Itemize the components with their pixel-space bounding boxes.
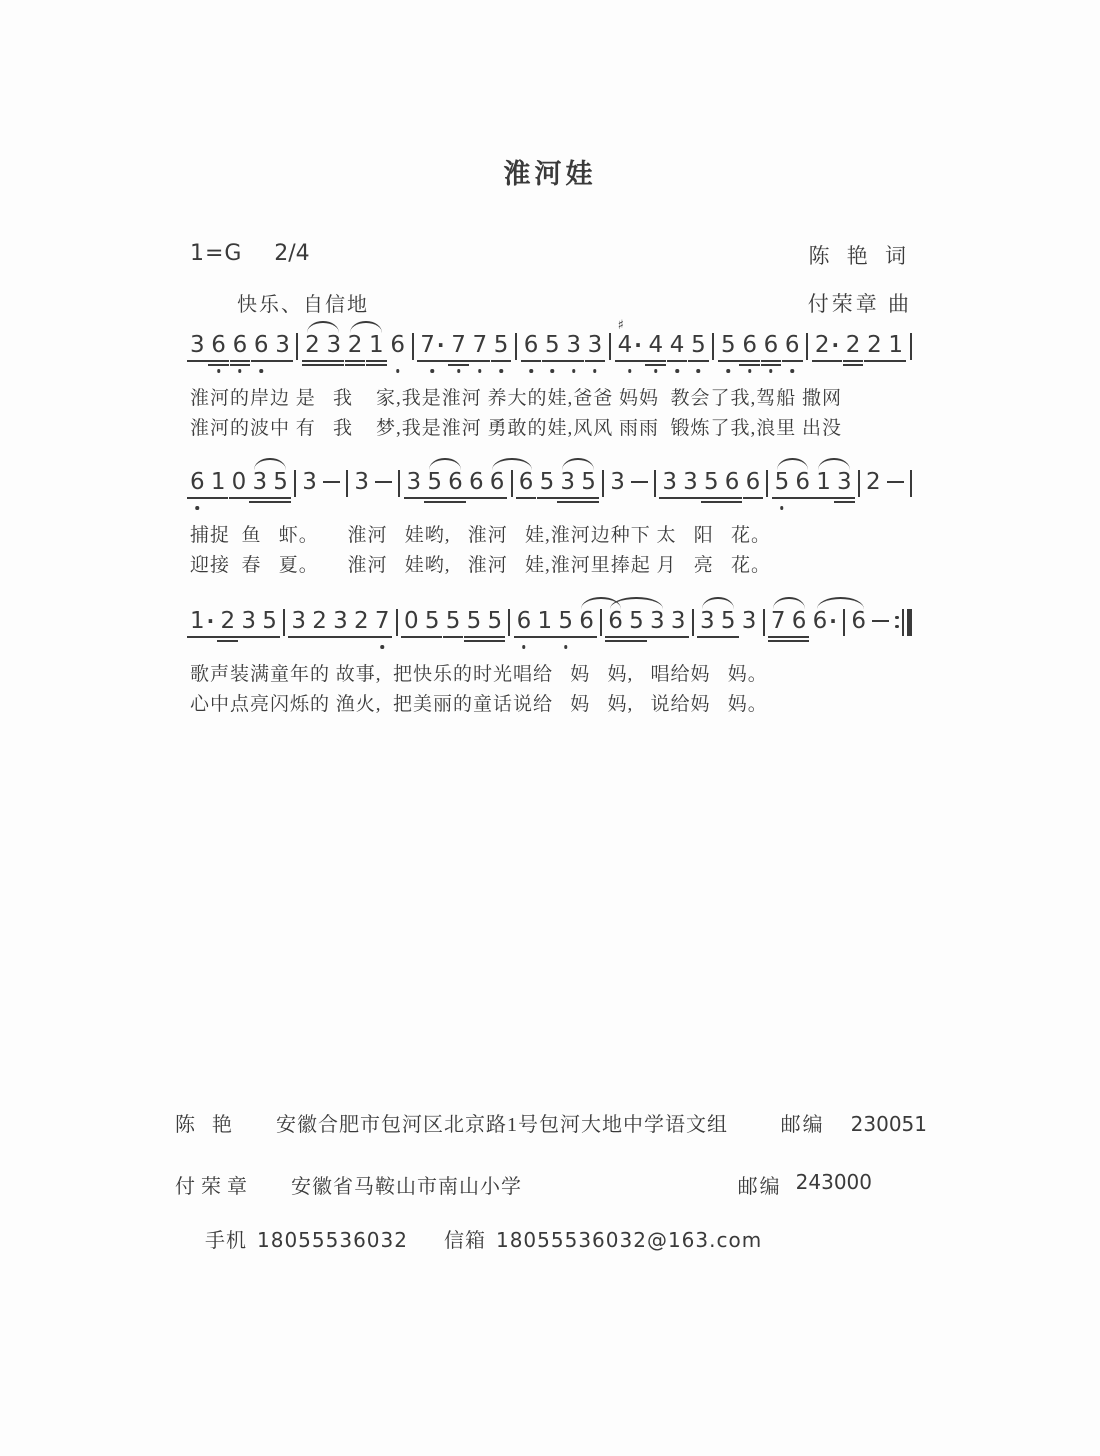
underline-beam (323, 364, 344, 366)
note: 5 (558, 608, 573, 634)
barline (412, 333, 414, 360)
underline-beam (366, 364, 387, 366)
note: 3 (560, 469, 575, 495)
underline-beam (424, 497, 445, 499)
underline-beam (404, 497, 425, 499)
email-address: 18055536032@163.com (495, 1228, 763, 1252)
lyrics-verse-1: 捕捉 鱼 虾。 淮河 娃哟, 淮河 娃,淮河边种下 太 阳 花。 (190, 525, 772, 546)
underline-beam (542, 360, 563, 362)
note: 7 (375, 608, 390, 634)
note: 6 (579, 608, 594, 634)
note: 6 (190, 469, 205, 495)
underline-beam (576, 636, 597, 638)
underline-beam (864, 360, 885, 362)
note: 3 (407, 469, 422, 495)
note: 6 (764, 332, 779, 358)
barline (609, 333, 611, 360)
underline-beam (555, 636, 576, 638)
dot-after: · (829, 609, 837, 633)
slur-arc (702, 597, 734, 609)
underline-beam (557, 497, 578, 499)
barline (910, 470, 912, 497)
note: 5 (545, 332, 560, 358)
underline-beam (217, 636, 238, 638)
note: 1 (816, 469, 831, 495)
note: 4 (648, 332, 663, 358)
note: 6 (746, 469, 761, 495)
low-octave-dot (790, 369, 794, 373)
page-title: 淮河娃 (503, 159, 597, 189)
note: 1 (369, 332, 384, 358)
underline-beam (372, 636, 393, 638)
note: 2 (305, 332, 320, 358)
slur-arc (562, 458, 594, 470)
zip-label: 邮编 (780, 1114, 825, 1136)
underline-beam (667, 360, 688, 362)
zip-code: 230051 (850, 1112, 927, 1136)
lyricist-credit: 陈 艳 词 (808, 244, 912, 268)
duration-dash (631, 469, 648, 495)
footer-contact-2 (175, 1170, 927, 1199)
note: 3 (326, 332, 341, 358)
underline-beam (516, 497, 537, 499)
note: 7 (472, 332, 487, 358)
dot-after: · (831, 333, 840, 357)
underline-beam (251, 360, 272, 362)
dot-after: · (634, 333, 642, 357)
lyrics-verse-2: 淮河的波中 有 我 梦,我是淮河 勇敢的娃,风风 雨雨 锻炼了我,浪里 出没 (190, 418, 843, 439)
underline-beam (249, 501, 270, 503)
underline-beam (659, 497, 680, 499)
underline-beam (330, 636, 351, 638)
underline-beam (722, 501, 743, 503)
underline-beam (701, 501, 722, 503)
underline-beam (645, 364, 666, 366)
dot-after: · (206, 609, 215, 633)
underline-beam (739, 360, 760, 362)
slur-arc (610, 597, 663, 609)
notation-row (190, 608, 912, 656)
barline (296, 333, 298, 360)
underline-beam (187, 360, 208, 362)
slur-arc (307, 321, 339, 333)
note: 5 (446, 608, 461, 634)
underline-beam (605, 640, 626, 642)
duration-dash (887, 469, 904, 495)
underline-beam (208, 360, 229, 362)
zip-code: 243000 (795, 1170, 872, 1194)
note: 6 (742, 332, 757, 358)
underline-beam (288, 636, 309, 638)
dot-after: · (436, 333, 445, 357)
note: 2 (867, 332, 882, 358)
underline-beam (521, 360, 542, 362)
note: 5 (691, 332, 706, 358)
note: 1 (888, 332, 903, 358)
barline (654, 470, 656, 497)
underline-beam (843, 364, 864, 366)
slur-arc (492, 458, 532, 470)
notation-row (190, 469, 912, 517)
underline-beam (464, 636, 485, 638)
low-octave-dot (457, 369, 461, 373)
underline-beam (557, 501, 578, 503)
note: 1 · (190, 608, 214, 634)
note: 6 (517, 608, 532, 634)
low-octave-dot (522, 645, 526, 649)
underline-beam (688, 360, 709, 362)
duration-dash (375, 469, 392, 495)
note: 6 (608, 608, 623, 634)
barline (294, 470, 296, 497)
note: 6 · (812, 608, 837, 634)
underline-beam (487, 497, 508, 499)
low-octave-dot (380, 645, 384, 649)
underline-beam (272, 360, 293, 362)
low-octave-dot (748, 369, 752, 373)
author-name: 付荣章 (175, 1176, 253, 1198)
low-octave-dot (431, 369, 435, 373)
underline-beam (647, 636, 668, 638)
slur-arc (777, 458, 808, 470)
low-octave-dot (499, 369, 503, 373)
underline-beam (302, 360, 323, 362)
underline-beam (626, 640, 647, 642)
note: 6 (519, 469, 534, 495)
note: ♯ 4 · (618, 332, 642, 358)
low-octave-dot (675, 369, 679, 373)
underline-beam (448, 360, 469, 362)
underline-beam (229, 497, 250, 499)
note: 6 (490, 469, 505, 495)
barline (692, 609, 694, 636)
underline-beam (270, 501, 291, 503)
underline-beam (680, 497, 701, 499)
underline-beam (718, 360, 739, 362)
note: 4 (670, 332, 685, 358)
underline-beam (537, 497, 558, 499)
low-octave-dot (396, 369, 400, 373)
note: 5 (704, 469, 719, 495)
underline-beam (743, 497, 764, 499)
note: 3 (741, 608, 757, 634)
note: 3 (190, 332, 205, 358)
underline-beam (466, 497, 487, 499)
note: 2 (354, 608, 369, 634)
note: 7 · (420, 332, 444, 358)
note: 3 (837, 469, 852, 495)
underline-beam (270, 497, 291, 499)
note: 2 · (815, 332, 839, 358)
music-system-2 (190, 455, 912, 581)
note: 6 (725, 469, 740, 495)
underline-beam (208, 364, 229, 366)
barline (508, 609, 510, 636)
low-octave-dot (478, 369, 482, 373)
note: 5 (629, 608, 644, 634)
note: 5 (581, 469, 596, 495)
note: 3 (683, 469, 698, 495)
underline-beam (792, 497, 813, 499)
note: 5 (262, 608, 277, 634)
underline-beam (782, 360, 803, 362)
underline-beam (351, 636, 372, 638)
low-octave-dot (654, 369, 658, 373)
underline-beam (238, 636, 259, 638)
barline (712, 333, 714, 360)
slur-arc (817, 597, 864, 609)
low-octave-dot (238, 369, 242, 373)
note: 3 (700, 608, 715, 634)
note: 7 (451, 332, 466, 358)
underline-beam (645, 360, 666, 362)
slur-arc (429, 458, 461, 470)
underline-beam (697, 636, 718, 638)
underline-beam (445, 501, 466, 503)
underline-beam (469, 360, 490, 362)
key-signature: 1=G (190, 241, 243, 266)
underline-beam (834, 497, 855, 499)
slur-arc (773, 597, 805, 609)
underline-beam (491, 360, 512, 362)
note: 3 (588, 332, 603, 358)
underline-beam (768, 640, 789, 642)
barline (600, 609, 602, 636)
note: 6 (524, 332, 539, 358)
underline-beam (585, 360, 606, 362)
slur-arc (350, 321, 382, 333)
note: 1 (211, 469, 226, 495)
underline-beam (187, 497, 208, 499)
note: 3 (275, 332, 290, 358)
notation-row (190, 318, 912, 380)
note: 5 (540, 469, 555, 495)
underline-beam (302, 364, 323, 366)
barline (396, 609, 398, 636)
underline-beam (217, 640, 238, 642)
underline-beam (249, 497, 270, 499)
note: 1 (537, 608, 552, 634)
underline-beam (259, 636, 280, 638)
note: 2 (312, 608, 327, 634)
underline-beam (230, 364, 251, 366)
underline-beam (514, 636, 535, 638)
phone-number: 18055536032 (257, 1228, 408, 1252)
note: 5 (427, 469, 442, 495)
header-row-1 (190, 240, 912, 270)
low-octave-dot (769, 369, 773, 373)
final-repeat-barline (895, 609, 912, 636)
underline-beam (761, 360, 782, 362)
underline-beam (484, 640, 505, 642)
underline-beam (722, 497, 743, 499)
note: 5 (487, 608, 502, 634)
low-octave-dot (572, 369, 576, 373)
low-octave-dot (564, 645, 568, 649)
note: 3 (566, 332, 581, 358)
underline-beam (417, 360, 447, 362)
note: 6 (211, 332, 226, 358)
barline (766, 470, 768, 497)
barline (398, 470, 400, 497)
lyrics-verse-1: 歌声装满童年的 故事, 把快乐的时光唱给 妈 妈, 唱给妈 妈。 (190, 664, 768, 685)
underline-beam (701, 497, 722, 499)
underline-beam (443, 636, 464, 638)
underline-beam (309, 636, 330, 638)
underline-beam (768, 636, 789, 638)
zip-label: 邮编 (737, 1176, 782, 1198)
low-octave-dot (727, 369, 731, 373)
barline (806, 333, 808, 360)
underline-beam (464, 640, 485, 642)
duration-dash (872, 608, 889, 634)
note: 5 (775, 469, 790, 495)
tempo-marking: 快乐、自信地 (237, 294, 369, 316)
barline (843, 609, 845, 636)
lyrics-verse-2: 心中点亮闪烁的 渔火, 把美丽的童话说给 妈 妈, 说给妈 妈。 (190, 694, 768, 715)
note: 6 (390, 332, 405, 358)
barline (763, 609, 765, 636)
note: 5 (721, 608, 736, 634)
note: 2 (846, 332, 861, 358)
underline-beam (578, 497, 599, 499)
author-address: 安徽省马鞍山市南山小学 (291, 1176, 522, 1198)
underline-beam (813, 497, 834, 499)
barline (515, 333, 517, 360)
music-system-1 (190, 318, 912, 444)
note: 5 (494, 332, 509, 358)
note: 7 (771, 608, 786, 634)
note: 3 (662, 469, 677, 495)
note: 5 (425, 608, 440, 634)
barline (602, 470, 604, 497)
barline (511, 470, 513, 497)
low-octave-dot (551, 369, 555, 373)
phone-label: 手机 (205, 1230, 247, 1252)
underline-beam (772, 497, 793, 499)
note: 3 (354, 469, 370, 495)
note: 3 (333, 608, 348, 634)
underline-beam (761, 364, 782, 366)
low-octave-dot (217, 369, 221, 373)
note: 2 (220, 608, 235, 634)
underline-beam (422, 636, 443, 638)
underline-beam (345, 360, 366, 362)
note: 5 (467, 608, 482, 634)
underline-beam (843, 360, 864, 362)
underline-beam (323, 360, 344, 362)
underline-beam (345, 364, 366, 366)
underline-beam (445, 497, 466, 499)
slur-arc (254, 458, 286, 470)
note: 3 (610, 469, 625, 495)
underline-beam (424, 501, 445, 503)
low-octave-dot (697, 369, 701, 373)
rest-note: 0 (232, 469, 247, 495)
note: 6 (792, 608, 807, 634)
email-label: 信箱 (443, 1230, 486, 1252)
underline-beam (834, 501, 855, 503)
note: 3 (252, 469, 267, 495)
underline-beam (534, 636, 555, 638)
underline-beam (230, 360, 251, 362)
underline-beam (563, 360, 584, 362)
footer-contact-3 (205, 1224, 957, 1253)
note: 6 (785, 332, 800, 358)
note: 3 (241, 608, 256, 634)
header-row-2 (190, 288, 912, 318)
underline-beam (208, 497, 229, 499)
key-and-meter (190, 240, 310, 270)
underline-beam (187, 636, 217, 638)
underline-beam (789, 636, 810, 638)
note: 2 (348, 332, 363, 358)
note: 6 (254, 332, 269, 358)
slur-arc (818, 458, 850, 470)
underline-beam (605, 636, 626, 638)
note: 5 (273, 469, 288, 495)
underline-beam (668, 636, 689, 638)
underline-beam (739, 364, 760, 366)
composer-credit: 付荣章 曲 (807, 292, 912, 316)
barline (858, 470, 860, 497)
underline-beam (789, 640, 810, 642)
lyrics-verse-2: 迎接 春 夏。 淮河 娃哟, 淮河 娃,淮河里捧起 月 亮 花。 (190, 555, 772, 576)
barline (283, 609, 285, 636)
lyrics-verse-1: 淮河的岸边 是 我 家,我是淮河 养大的娃,爸爸 妈妈 教会了我,驾船 撒网 (190, 388, 843, 409)
author-address: 安徽合肥市包河区北京路1号包河大地中学语文组 (276, 1114, 728, 1136)
barline (910, 333, 912, 360)
underline-beam (626, 636, 647, 638)
note: 3 (302, 469, 317, 495)
underline-beam (401, 636, 422, 638)
underline-beam (615, 360, 645, 362)
underline-beam (366, 360, 387, 362)
note: 5 (721, 332, 736, 358)
time-signature: 2/4 (274, 241, 310, 266)
footer-contact-1 (175, 1108, 927, 1137)
note: 3 (650, 608, 665, 634)
low-octave-dot (628, 369, 632, 373)
low-octave-dot (780, 506, 784, 510)
author-name: 陈 艳 (175, 1114, 238, 1136)
sharp-icon: ♯ (617, 318, 624, 333)
note: 3 (291, 608, 306, 634)
barline (346, 470, 348, 497)
note: 6 (851, 608, 866, 634)
music-system-3 (190, 594, 912, 720)
underline-beam (812, 360, 842, 362)
note: 6 (448, 469, 463, 495)
low-octave-dot (529, 369, 533, 373)
low-octave-dot (593, 369, 597, 373)
underline-beam (578, 501, 599, 503)
note: 3 (671, 608, 686, 634)
underline-beam (484, 636, 505, 638)
low-octave-dot (259, 369, 263, 373)
rest-note: 0 (404, 608, 419, 634)
note: 2 (866, 469, 881, 495)
underline-beam (718, 636, 739, 638)
underline-beam (885, 360, 906, 362)
note: 6 (795, 469, 810, 495)
duration-dash (323, 469, 340, 495)
note: 6 (469, 469, 484, 495)
underline-beam (448, 364, 469, 366)
low-octave-dot (196, 506, 200, 510)
note: 6 (233, 332, 248, 358)
